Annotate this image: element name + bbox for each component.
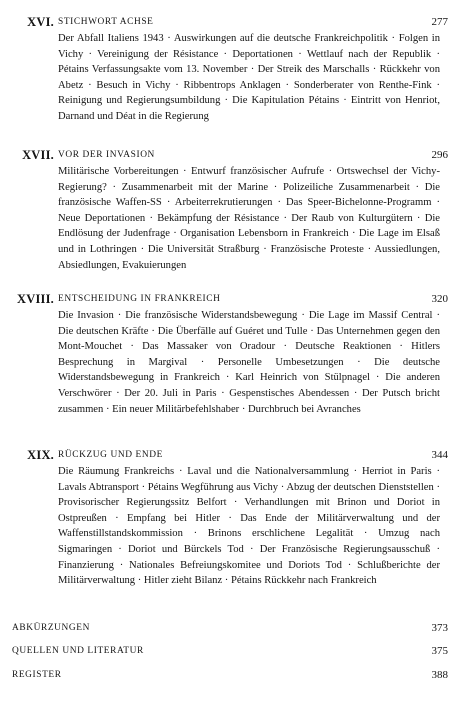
chapter-number: XIX.: [27, 448, 54, 462]
backmatter-label: REGISTER: [12, 670, 62, 680]
chapter-summary: Militärische Vorbereitungen · Entwurf französischer Aufrufe · Ortswechsel der Vichy-Regierung? · Zusammenarbeit mit der Marine · Polizeiliche Zusammenarbeit · Die französische Waffen-SS · Arbeiterrekrutierungen · Das Speer-Bichelonne-Programm · Neue Deportationen · Bekämpfung der Résistance · Der Raub von Kulturgütern · Die Endlösung der Judenfrage · Organisation Lebensborn in Frankreich · Die Lage im Elsaß und in Lothringen · Die Universität Straßburg · Französische Proteste · Aussiedlungen, Absiedlungen, Evakuierungen: [58, 166, 440, 271]
chapter-title: ENTSCHEIDUNG IN FRANKREICH: [58, 294, 221, 304]
backmatter-page-number: 388: [431, 669, 448, 681]
chapter-number: XVIII.: [17, 292, 54, 306]
chapter-summary: Die Invasion · Die französische Widerstandsbewegung · Die Lage im Massif Central · Die deutschen Kräfte · Die Überfälle auf Guéret und Tulle · Das Unternehmen gegen den Mont-Mouchet · Das Massaker von Oradour · Deutsche Reaktionen · Hitlers Besprechung in Margival · Personelle Umbesetzungen · Die deutsche Widerstandsbewegung in Frankreich · Karl Heinrich von Stülpnagel · Die anderen Verschwörer · Der 20. Juli in Paris · Gespenstisches Abendessen · Der Putsch bricht zusammen · Ein neuer Militärbefehlshaber · Durchbruch bei Avranches: [58, 310, 440, 415]
chapter-summary: Der Abfall Italiens 1943 · Auswirkungen auf die deutsche Frankreichpolitik · Folgen in Vichy · Vereinigung der Résistance · Deportationen · Wettlauf nach der Republik · Pétains Verfassungsakte vom 13. November · Der Streik des Marschalls · Rückkehr von Abetz · Besuch in Vichy · Ribbentrops Anklagen · Sonderberater von Renthe-Fink · Reinigung und Regierungsumbildung · Die Kapitulation Pétains · Eintritt von Henriot, Darnand und Déat in die Regierung: [58, 33, 440, 122]
chapter-title: STICHWORT ACHSE: [58, 17, 154, 27]
chapter-title: VOR DER INVASION: [58, 150, 155, 160]
backmatter-page-number: 375: [431, 645, 448, 657]
backmatter-label: QUELLEN UND LITERATUR: [12, 646, 144, 656]
chapter-number: XVII.: [22, 148, 54, 162]
toc-backmatter-entry: [0, 643, 464, 659]
chapter-page-number: 296: [431, 149, 448, 161]
chapter-page-number: 320: [431, 293, 448, 305]
chapter-number: XVI.: [27, 15, 54, 29]
chapter-page-number: 344: [431, 449, 448, 461]
chapter-page-number: 277: [431, 16, 448, 28]
toc-backmatter-entry: [0, 667, 464, 683]
backmatter-label: ABKÜRZUNGEN: [12, 623, 90, 633]
chapter-summary: Die Räumung Frankreichs · Laval und die Nationalversammlung · Herriot in Paris · Lavals Abtransport · Pétains Wegführung aus Vichy · Abzug der deutschen Dienststellen · Provisorischer Regierungssitz Belfort · Verhandlungen mit Brinon und Doriot in Ostpreußen · Empfang bei Hitler · Das Ende der Militärverwaltung und der Waffenstillstandskommission · Brinons erschlichene Legalität · Umzug nach Sigmaringen · Doriot und Bürckels Tod · Der Französische Regierungsausschuß · Finanzierung · Nationales Befreiungskomitee und Doriots Tod · Schlußberichte der Militärverwaltung · Hitler zieht Bilanz · Pétains Rückkehr nach Frankreich: [58, 466, 440, 587]
backmatter-page-number: 373: [431, 622, 448, 634]
toc-backmatter-entry: [0, 620, 464, 636]
chapter-title: RÜCKZUG UND ENDE: [58, 450, 163, 460]
